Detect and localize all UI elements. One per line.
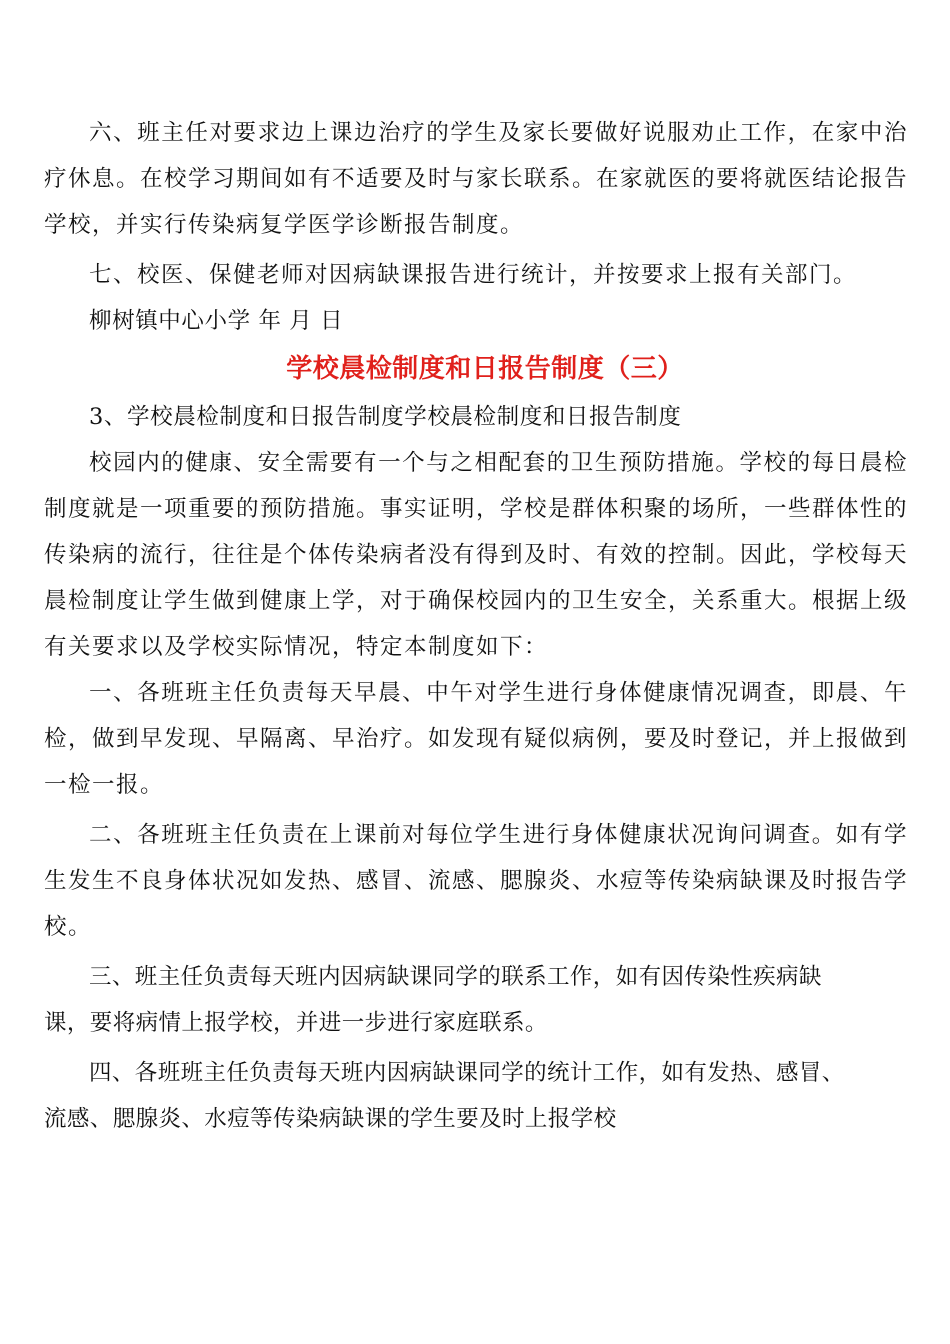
section-subtitle: 3、学校晨检制度和日报告制度学校晨检制度和日报告制度 xyxy=(89,404,682,430)
intro-paragraph: 校园内的健康、安全需要有一个与之相配套的卫生预防措施。学校的每日晨检制度就是一项重要的预防措施。事实证明，学校是群体积聚的场所，一些群体性的传染病的流行，往往是个体传染病者没有得到及时、有效的控制。因此，学校每天晨检制度让学生做到健康上学，对于确保校园内的卫生安全，关系重大。根据上级有关要求以及学校实际情况，特定本制度如下： xyxy=(44,450,909,660)
signature-line: 柳树镇中心小学 年 月 日 xyxy=(89,308,344,334)
item-four-paragraph xyxy=(44,1050,908,1142)
item-three-line-2: 课，要将病情上报学校，并进一步进行家庭联系。 xyxy=(44,1010,548,1036)
item-three-paragraph xyxy=(44,954,908,1046)
item-four-line-2: 流感、腮腺炎、水痘等传染病缺课的学生要及时上报学校 xyxy=(44,1106,617,1132)
document-page xyxy=(44,110,908,1142)
paragraph-six: 六、班主任对要求边上课边治疗的学生及家长要做好说服劝止工作，在家中治疗休息。在校学习期间如有不适要及时与家长联系。在家就医的要将就医结论报告学校，并实行传染病复学医学诊断报告制度。 xyxy=(44,120,909,238)
paragraph-seven: 七、校医、保健老师对因病缺课报告进行统计，并按要求上报有关部门。 xyxy=(89,262,858,288)
item-two-paragraph: 二、各班班主任负责在上课前对每位学生进行身体健康状况询问调查。如有学生发生不良身体状况如发热、感冒、流感、腮腺炎、水痘等传染病缺课及时报告学校。 xyxy=(44,822,909,940)
item-one-paragraph: 一、各班班主任负责每天早晨、中午对学生进行身体健康情况调查，即晨、午检，做到早发现、早隔离、早治疗。如发现有疑似病例，要及时登记，并上报做到一检一报。 xyxy=(44,680,909,798)
item-three-line-1: 三、班主任负责每天班内因病缺课同学的联系工作，如有因传染性疾病缺 xyxy=(89,964,822,990)
section-title: 学校晨检制度和日报告制度（三） xyxy=(286,354,684,384)
item-four-line-1: 四、各班班主任负责每天班内因病缺课同学的统计工作，如有发热、感冒、 xyxy=(89,1060,845,1086)
